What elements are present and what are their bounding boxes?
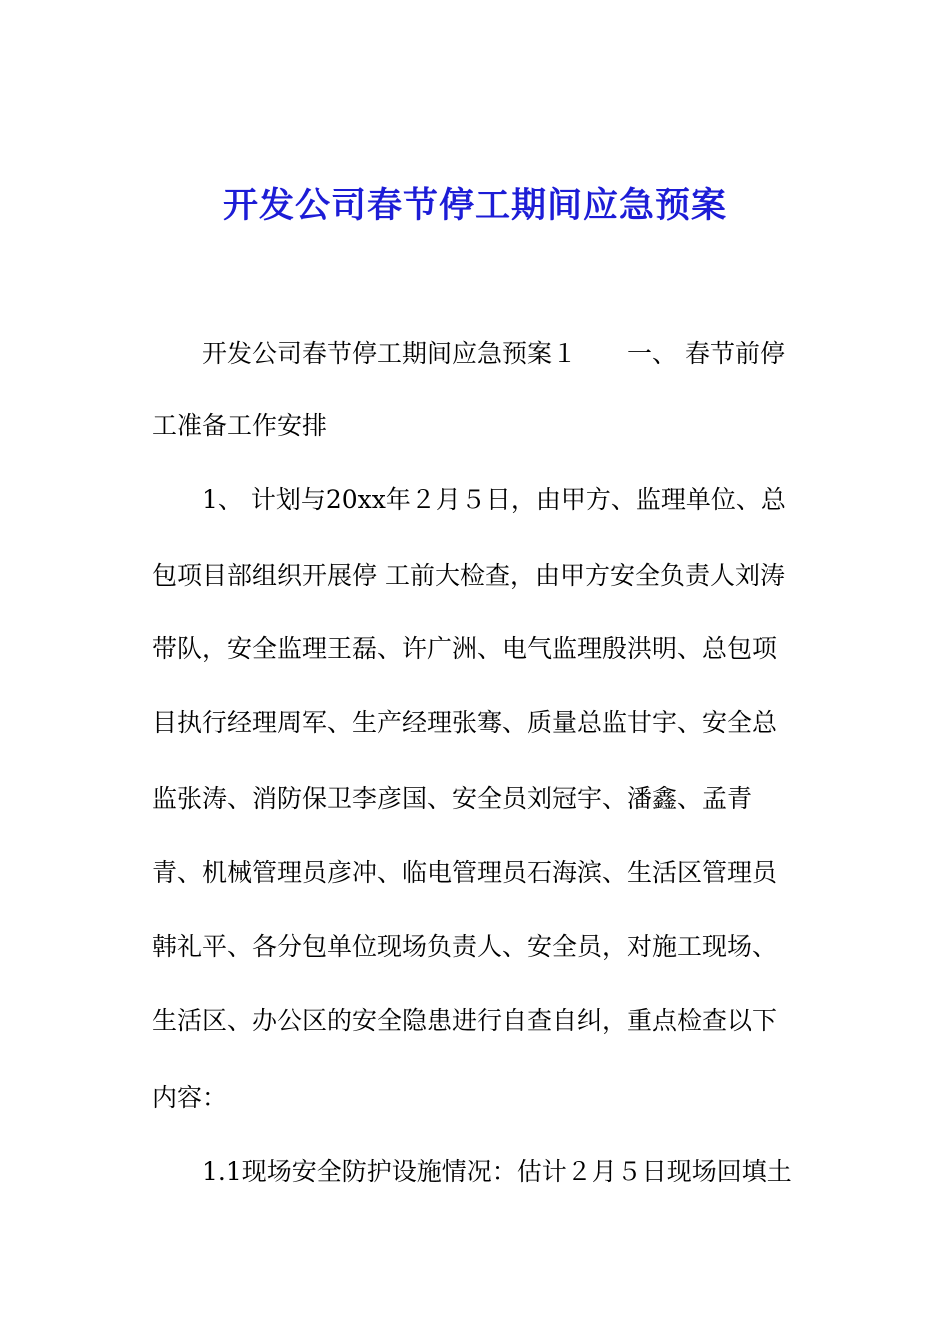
paragraph-line: 包项目部组织开展停 工前大检查，由甲方安全负责人刘涛 (152, 561, 785, 590)
document-title: 开发公司春节停工期间应急预案 (222, 186, 727, 226)
paragraph-line: 工准备工作安排 (152, 411, 328, 440)
paragraph-line: 监张涛、消防保卫李彦国、安全员刘冠宇、潘鑫、孟青 (152, 784, 753, 813)
paragraph-line: 1、 计划与20xx年２月５日，由甲方、监理单位、总 (202, 485, 786, 514)
paragraph-line: 青、机械管理员彦冲、临电管理员石海滨、生活区管理员 (152, 858, 778, 887)
paragraph-line: 开发公司春节停工期间应急预案１ 一、 春节前停 (202, 339, 785, 368)
paragraph-line: 生活区、办公区的安全隐患进行自查自纠，重点检查以下 (152, 1006, 778, 1035)
paragraph-line: 1.1现场安全防护设施情况：估计２月５日现场回填土 (202, 1157, 792, 1186)
paragraph-line: 内容： (152, 1083, 228, 1112)
paragraph-line: 韩礼平、各分包单位现场负责人、安全员，对施工现场、 (152, 932, 778, 961)
paragraph-line: 目执行经理周军、生产经理张骞、质量总监甘宇、安全总 (152, 708, 778, 737)
paragraph-line: 带队，安全监理王磊、许广洲、电气监理殷洪明、总包项 (152, 634, 778, 663)
